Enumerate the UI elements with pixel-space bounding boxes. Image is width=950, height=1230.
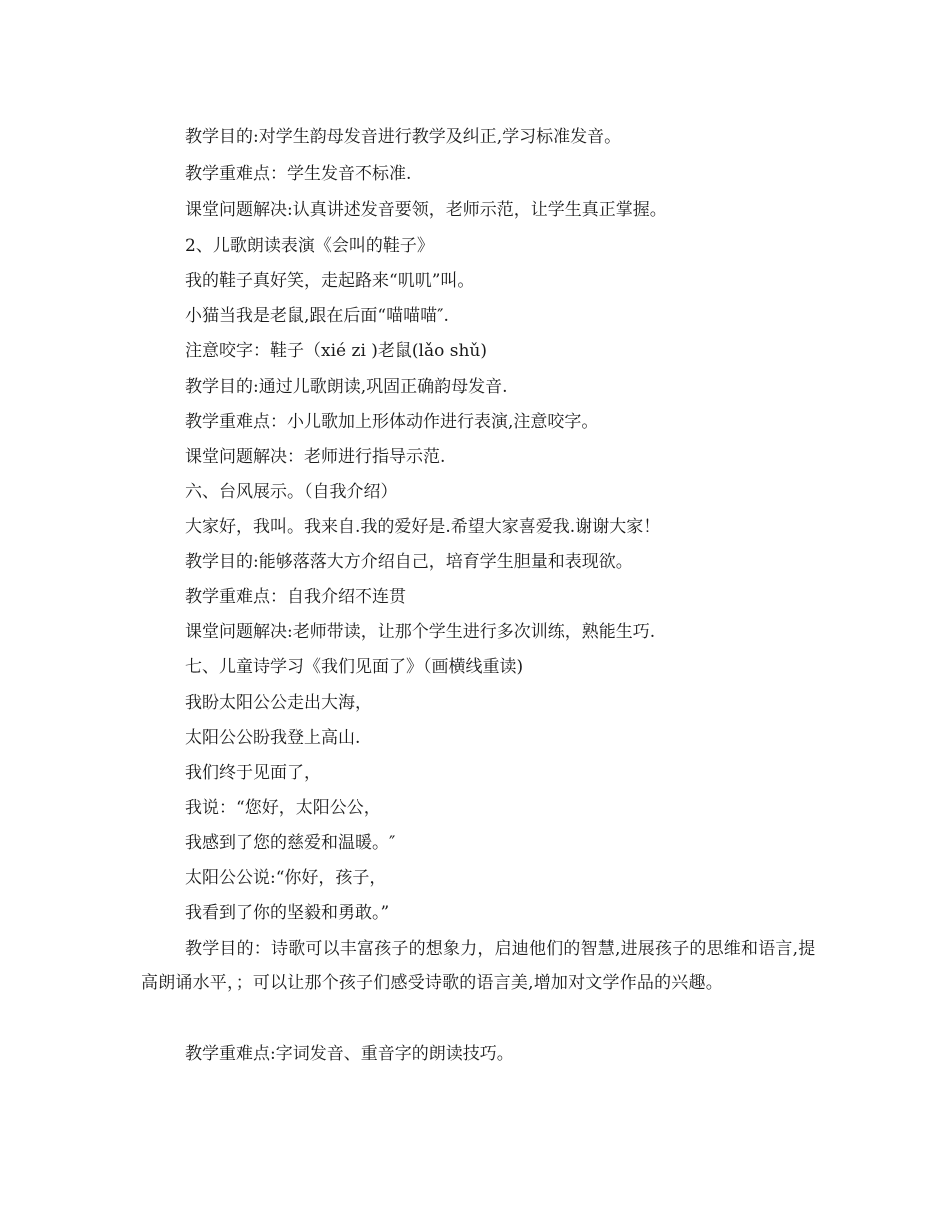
text-line: 教学重难点：自我介绍不连贯 — [185, 587, 406, 607]
text-line: 我的鞋子真好笑，走起路来“叽叽”叫。 — [185, 271, 475, 291]
poem-line: 太阳公公盼我登上高山. — [185, 728, 361, 748]
text-line: 教学重难点：学生发音不标准. — [185, 164, 412, 184]
poem-line: 我看到了你的坚毅和勇敢。” — [185, 903, 390, 923]
text-line: 教学重难点:字词发音、重音字的朗读技巧。 — [185, 1044, 514, 1064]
text-line: 教学目的:对学生韵母发音进行教学及纠正,学习标准发音。 — [185, 127, 622, 147]
poem-line: 我说：“您好，太阳公公， — [185, 798, 381, 818]
poem-line: 我感到了您的慈爱和温暖。″ — [185, 833, 396, 853]
section-heading: 2、儿歌朗读表演《会叫的鞋子》 — [185, 236, 434, 256]
text-line: 教学目的:能够落落大方介绍自己，培育学生胆量和表现欲。 — [185, 552, 633, 572]
poem-line: 我盼太阳公公走出大海， — [185, 693, 372, 713]
poem-line: 太阳公公说:“你好，孩子， — [185, 868, 387, 888]
poem-line: 我们终于见面了， — [185, 763, 321, 783]
section-heading: 六、台风展示。（自我介绍） — [185, 482, 398, 502]
body-paragraph: 教学目的：诗歌可以丰富孩子的想象力，启迪他们的智慧,进展孩子的思维和语言,提高朗诵水平，；可以让那个孩子们感受诗歌的语言美,增加对文学作品的兴趣。 — [141, 939, 816, 993]
text-line: 课堂问题解决:老师带读，让那个学生进行多次训练，熟能生巧. — [185, 622, 656, 642]
text-line: 教学目的:通过儿歌朗读,巩固正确韵母发音. — [185, 377, 508, 397]
text-line: 小猫当我是老鼠,跟在后面“喵喵喵″. — [185, 306, 449, 326]
text-line: 课堂问题解决:认真讲述发音要领，老师示范，让学生真正掌握。 — [185, 200, 667, 220]
text-line: 课堂问题解决：老师进行指导示范. — [185, 447, 446, 467]
text-line: 注意咬字：鞋子（xié zi )老鼠(lǎo shǔ) — [185, 341, 488, 361]
text-line: 教学重难点：小儿歌加上形体动作进行表演,注意咬字。 — [185, 412, 599, 432]
text-line: 大家好，我叫。我来自.我的爱好是.希望大家喜爱我.谢谢大家！ — [185, 517, 661, 537]
section-heading: 七、儿童诗学习《我们见面了》（画横线重读) — [185, 657, 524, 677]
